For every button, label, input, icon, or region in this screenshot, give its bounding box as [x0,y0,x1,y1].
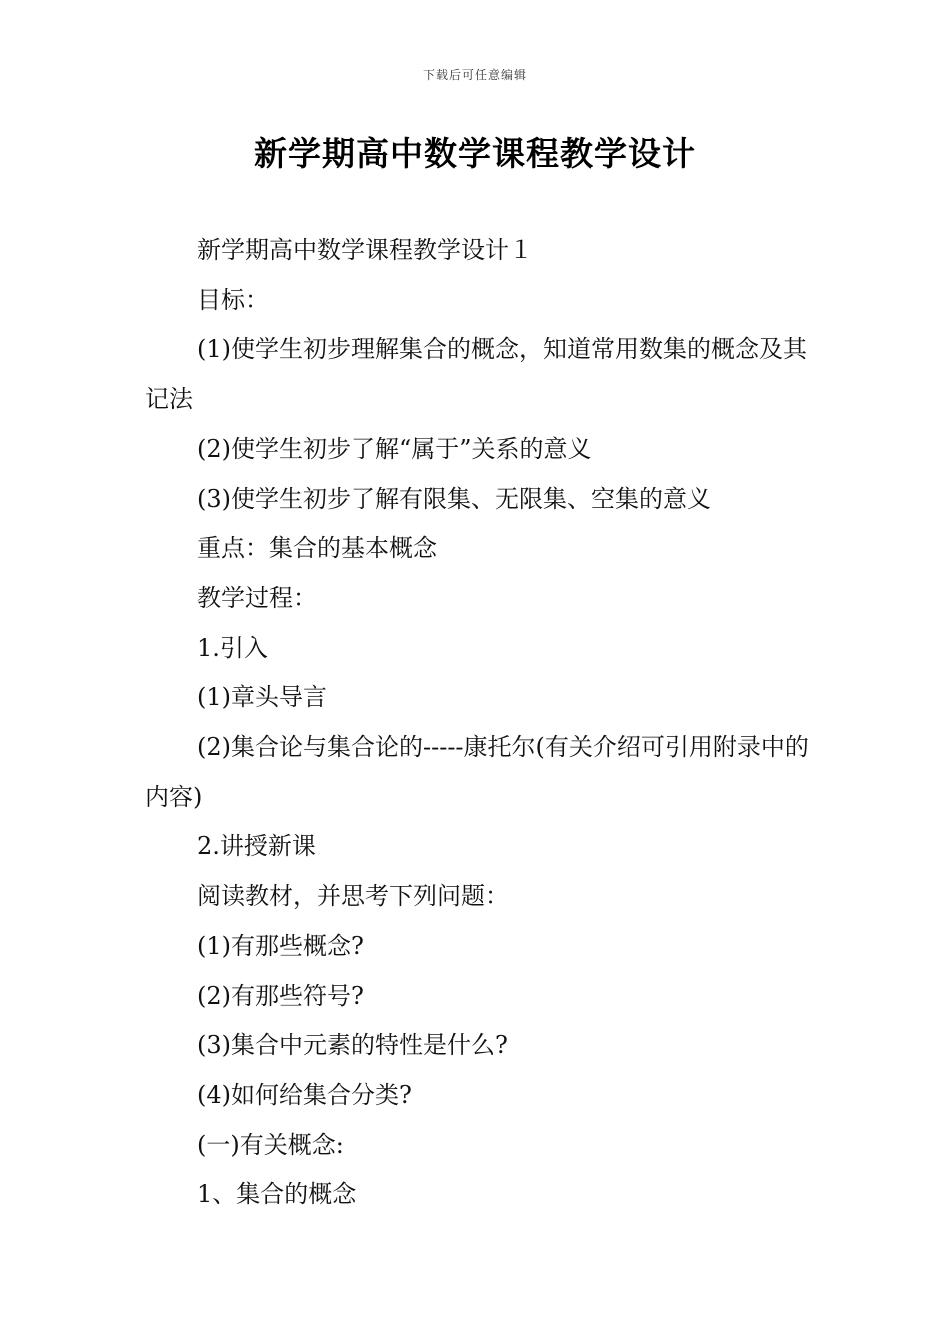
step-heading: 2.讲授新课 [197,832,316,861]
subsection-heading: (一)有关概念: [197,1130,344,1159]
goal-item: (1)使学生初步理解集合的概念，知道常用数集的概念及其记法 [145,335,807,414]
key-point: 重点：集合的基本概念 [197,534,437,563]
document-title: 新学期高中数学课程教学设计 [254,134,696,173]
subsection-item: 1、集合的概念 [197,1180,357,1209]
step-heading: 1.引入 [197,633,268,662]
goals-label: 目标： [197,285,269,314]
header-note: 下载后可任意编辑 [422,68,527,82]
process-label: 教学过程： [197,583,317,612]
question-item: (4)如何给集合分类? [197,1080,412,1109]
question-item: (1)有那些概念? [197,931,364,960]
document-body [145,226,810,1220]
step-item: (1)章头导言 [197,683,327,712]
goal-item: (2)使学生初步了解“属于”关系的意义 [197,434,592,463]
question-item: (3)集合中元素的特性是什么? [197,1031,508,1060]
goal-item: (3)使学生初步了解有限集、无限集、空集的意义 [197,484,711,513]
reading-instruction: 阅读教材，并思考下列问题： [197,882,509,911]
section-heading: 新学期高中数学课程教学设计１ [197,236,533,264]
question-item: (2)有那些符号? [197,981,364,1010]
step-item: (2)集合论与集合论的-----康托尔(有关介绍可引用附录中的内容) [145,733,809,811]
